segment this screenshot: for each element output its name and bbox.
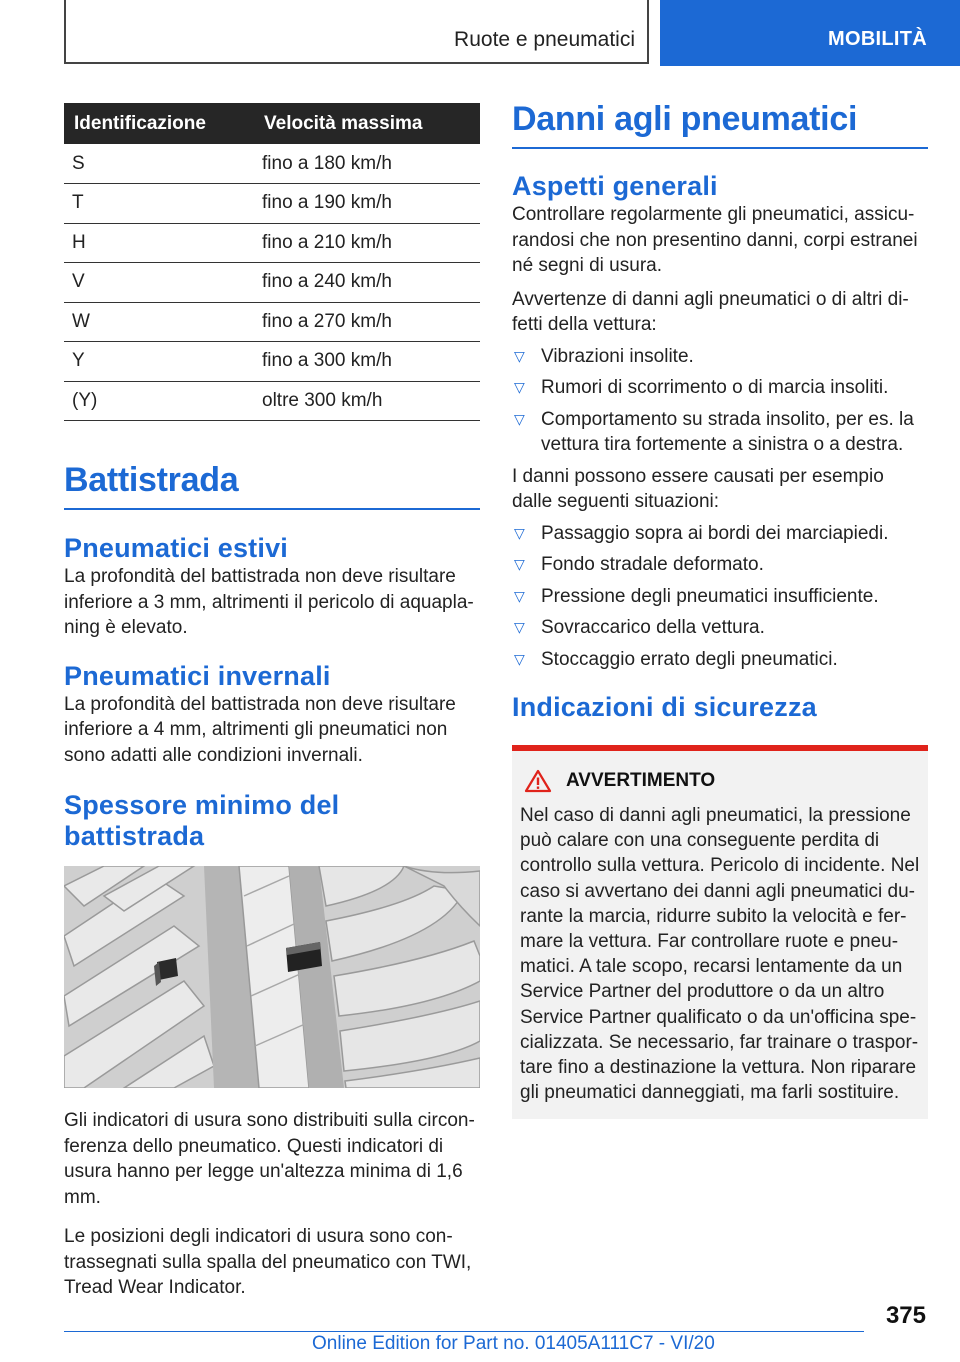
footer-divider: [64, 1331, 864, 1332]
list-item: ▽ Stoccaggio errato degli pneumatici.: [512, 647, 928, 673]
warning-triangle-icon: [524, 769, 552, 793]
list-item: ▽ Sovraccarico della vettura.: [512, 615, 928, 641]
table-cell: fino a 210 km/h: [254, 223, 480, 263]
heading-battistrada: Battistrada: [64, 461, 480, 510]
list-item: ▽ Comportamento su strada insolito, per es. la vettura tira fortemente a sinistra o a destra.: [514, 408, 914, 455]
table-row: [64, 184, 480, 224]
warning-title: AVVERTIMENTO: [520, 769, 920, 793]
paragraph-avvertenze: Avvertenze di danni agli pneumatici o di altri di‐fetti della vettura:: [512, 288, 909, 335]
table-cell: Y: [64, 342, 254, 382]
table-header-row: [64, 103, 480, 144]
table-cell: (Y): [64, 381, 254, 421]
tire-tread-illustration: [64, 866, 480, 1088]
list-item: ▽ Pressione degli pneumatici insufficiente.: [512, 584, 928, 610]
table-row: [64, 381, 480, 421]
table-cell: fino a 270 km/h: [254, 302, 480, 342]
triangle-bullet-icon: ▽: [514, 347, 525, 364]
caption-twi: Le posizioni degli indicatori di usura sono con‐trassegnati sulla spalla del pneumatico con TWI, Tread Wear Indicator.: [64, 1226, 472, 1298]
triangle-bullet-icon: ▽: [514, 379, 525, 395]
triangle-bullet-icon: ▽: [514, 650, 525, 667]
triangle-bullet-icon: ▽: [514, 619, 525, 635]
speed-rating-table: [64, 103, 480, 421]
heading-spessore-minimo: Spessore minimo del battistrada: [64, 790, 340, 851]
chapter-label: MOBILITÀ: [828, 28, 928, 50]
heading-indicazioni-sicurezza: Indicazioni di sicurezza: [512, 692, 817, 722]
paragraph-invernali: La profondità del battistrada non deve risultare inferiore a 4 mm, altrimenti gli pneumatici non sono adatti alle condizioni invernali.: [64, 693, 456, 766]
table-cell: fino a 180 km/h: [254, 144, 480, 184]
table-header-cell: Velocità massima: [254, 103, 480, 144]
table-cell: T: [64, 184, 254, 224]
section-header: [64, 0, 649, 64]
list-item: ▽ Fondo stradale deformato.: [512, 552, 928, 578]
heading-pneumatici-estivi: Pneumatici estivi: [64, 533, 288, 563]
right-column: [512, 100, 928, 1119]
paragraph-estivi: La profondità del battistrada non deve risultare inferiore a 3 mm, altrimenti il pericolo di aquapla‐ning è elevato.: [64, 566, 474, 638]
table-cell: fino a 300 km/h: [254, 342, 480, 382]
footer-edition: Online Edition for Part no. 01405A111C7 - VI/20: [312, 1333, 715, 1354]
table-cell: W: [64, 302, 254, 342]
paragraph-cause: I danni possono essere causati per esempio dalle seguenti situazioni:: [512, 465, 884, 512]
list-cause: [512, 521, 928, 673]
list-item: ▽ Vibrazioni insolite.: [512, 344, 928, 370]
table-cell: S: [64, 144, 254, 184]
table-row: [64, 223, 480, 263]
warning-text: Nel caso di danni agli pneumatici, la pressione può calare con una conseguente perdita di controllo sulla vettura. Pericolo di incidente. Nel caso si avvertano dei danni agli pneumatici du‐rante la marcia, ridurre subito la velocità e fer‐mare la vettura. Far controllare ruote e pneu‐matici. A tale scopo, recarsi lentamente da un Service Partner del produttore o da un altro Service Partner qualificato o da un'officina spe‐cializzata. Se necessario, far trainare o traspor‐tare fino a destinazione la vettura. Non riparare gli pneumatici danneggiati, ma farli sostituire.: [520, 805, 920, 1104]
triangle-bullet-icon: ▽: [514, 524, 525, 541]
table-cell: oltre 300 km/h: [254, 381, 480, 421]
table-row: [64, 263, 480, 303]
caption-wear-indicators: Gli indicatori di usura sono distribuiti sulla circon‐ferenza dello pneumatico. Questi indicatori di usura hanno per legge un'altezza minima di 1,6 mm.: [64, 1110, 475, 1208]
warning-box: [512, 745, 928, 1119]
triangle-bullet-icon: ▽: [514, 556, 525, 572]
table-cell: fino a 240 km/h: [254, 263, 480, 303]
paragraph-aspetti: Controllare regolarmente gli pneumatici, assicu‐randosi che non presentino danni, corpi estranei né segni di usura.: [512, 204, 918, 276]
heading-aspetti-generali: Aspetti generali: [512, 171, 718, 201]
table-header-cell: Identificazione: [64, 103, 254, 144]
list-item: ▽ Rumori di scorrimento o di marcia insoliti.: [512, 375, 928, 401]
left-column: [64, 103, 480, 1301]
list-item: ▽ Passaggio sopra ai bordi dei marciapiedi.: [512, 521, 928, 547]
table-row: [64, 144, 480, 184]
table-cell: H: [64, 223, 254, 263]
table-row: [64, 342, 480, 382]
triangle-bullet-icon: ▽: [514, 587, 525, 604]
page-header: [0, 0, 960, 66]
heading-pneumatici-invernali: Pneumatici invernali: [64, 660, 331, 691]
triangle-bullet-icon: ▽: [514, 410, 525, 427]
table-cell: V: [64, 263, 254, 303]
heading-danni-pneumatici: Danni agli pneumatici: [512, 100, 928, 149]
table-cell: fino a 190 km/h: [254, 184, 480, 224]
chapter-tab[interactable]: [660, 0, 960, 66]
page-number: 375: [885, 1302, 926, 1329]
section-title: Ruote e pneumatici: [454, 28, 635, 51]
list-avvertenze: [512, 344, 928, 458]
table-row: [64, 302, 480, 342]
